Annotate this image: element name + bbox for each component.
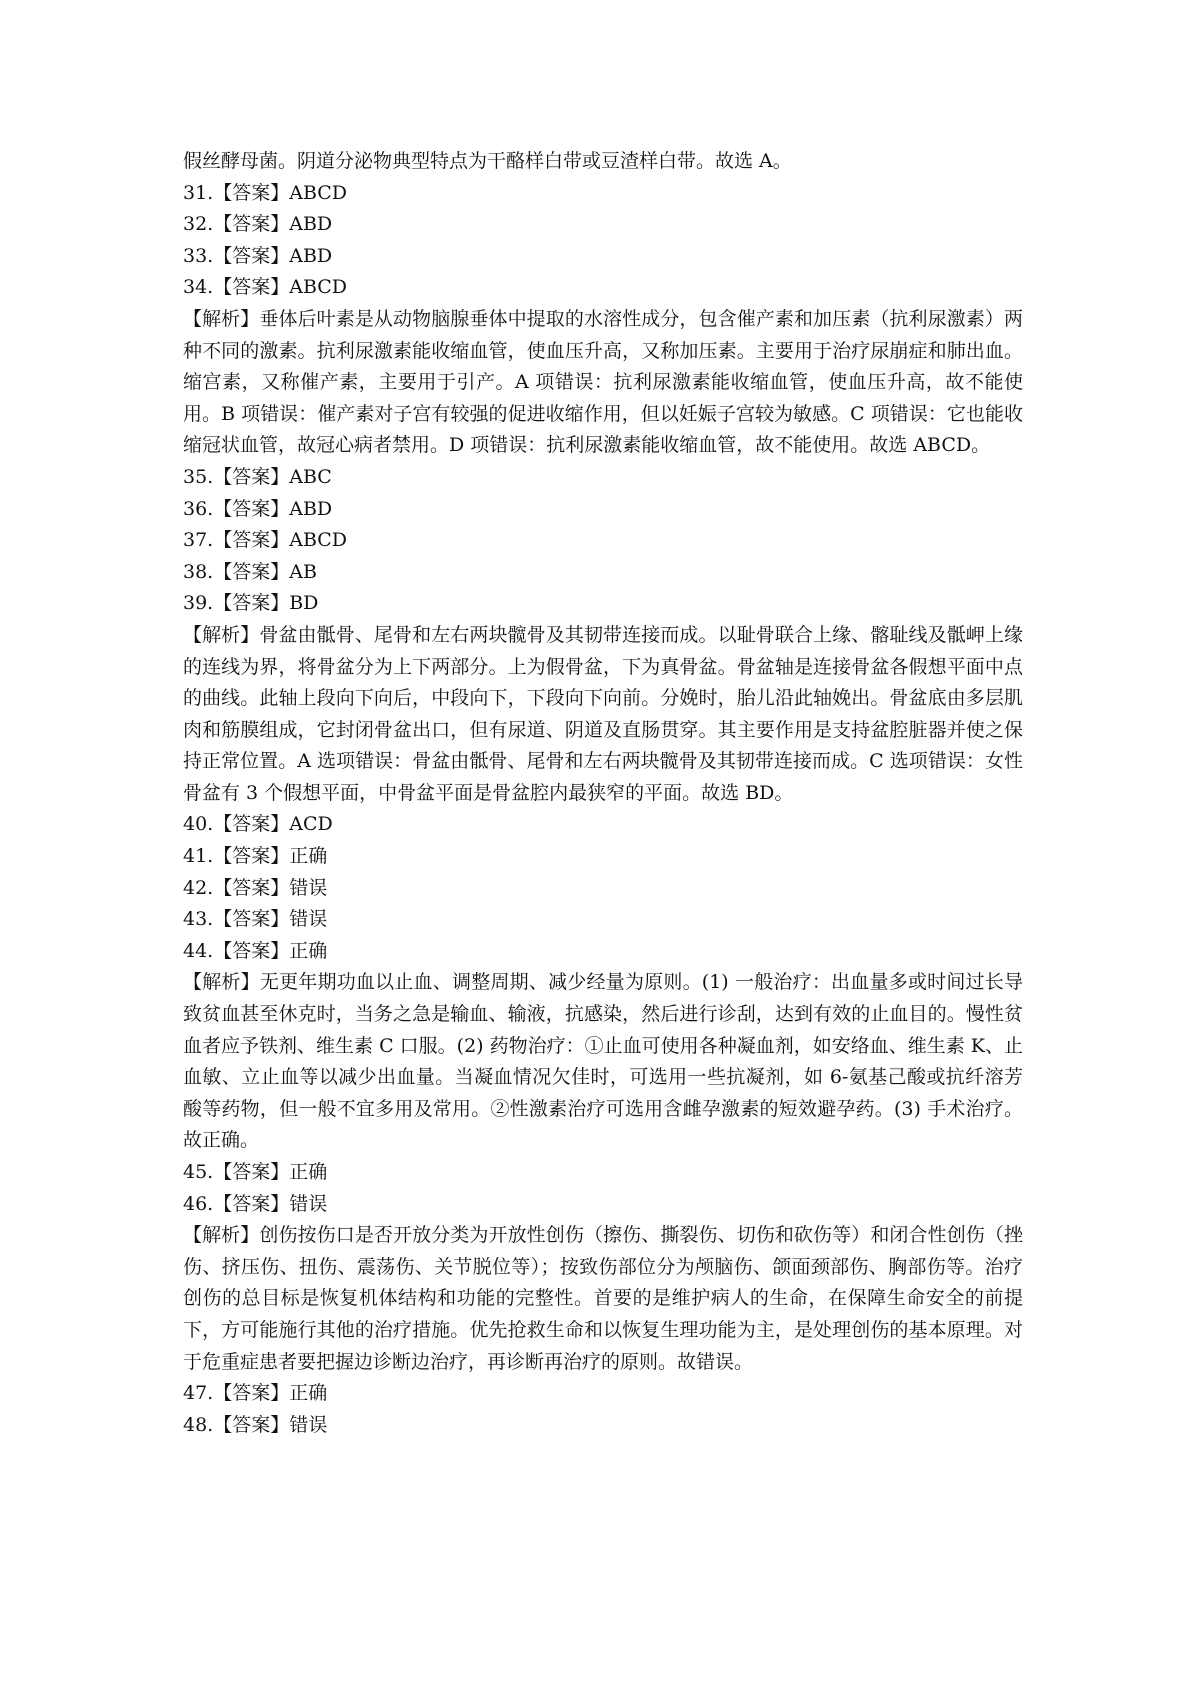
answer-line: 34.【答案】ABCD <box>183 276 348 299</box>
answer-line: 46.【答案】错误 <box>183 1192 328 1215</box>
analysis-paragraph: 【解析】无更年期功血以止血、调整周期、减少经量为原则。(1) 一般治疗：出血量多或时间过长导致贫血甚至休克时，当务之急是输血、输液，抗感染，然后进行诊刮，达到有效的止血目的。慢性贫血者应予铁剂、维生素 C 口服。(2) 药物治疗：①止血可使用各种凝血剂，如安络血、维生素 K、止血敏、立止血等以减少出血量。当凝血情况欠佳时，可选用一些抗凝剂，如 6-氨基己酸或抗纤溶芳酸等药物，但一般不宜多用及常用。②性激素治疗可选用含雌孕激素的短效避孕药。(3) 手术治疗。故正确。 <box>183 971 1023 1152</box>
analysis-paragraph: 【解析】骨盆由骶骨、尾骨和左右两块髋骨及其韧带连接而成。以耻骨联合上缘、髂耻线及骶岬上缘的连线为界，将骨盆分为上下两部分。上为假骨盆，下为真骨盆。骨盆轴是连接骨盆各假想平面中点的曲线。此轴上段向下向后，中段向下，下段向下向前。分娩时，胎儿沿此轴娩出。骨盆底由多层肌肉和筋膜组成，它封闭骨盆出口，但有尿道、阴道及直肠贯穿。其主要作用是支持盆腔脏器并使之保持正常位置。A 选项错误：骨盆由骶骨、尾骨和左右两块髋骨及其韧带连接而成。C 选项错误：女性骨盆有 3 个假想平面，中骨盆平面是骨盆腔内最狭窄的平面。故选 BD。 <box>183 623 1023 804</box>
answer-line: 44.【答案】正确 <box>183 939 328 962</box>
answer-line: 33.【答案】ABD <box>183 244 333 267</box>
answer-line: 41.【答案】正确 <box>183 845 328 868</box>
answer-line: 40.【答案】ACD <box>183 813 333 836</box>
answer-line: 48.【答案】错误 <box>183 1413 328 1436</box>
answer-line: 43.【答案】错误 <box>183 908 328 931</box>
answer-line: 47.【答案】正确 <box>183 1382 328 1405</box>
analysis-paragraph: 【解析】创伤按伤口是否开放分类为开放性创伤（擦伤、撕裂伤、切伤和砍伤等）和闭合性创伤（挫伤、挤压伤、扭伤、震荡伤、关节脱位等）；按致伤部位分为颅脑伤、颌面颈部伤、胸部伤等。治疗创伤的总目标是恢复机体结构和功能的完整性。首要的是维护病人的生命，在保障生命安全的前提下，方可能施行其他的治疗措施。优先抢救生命和以恢复生理功能为主，是处理创伤的基本原理。对于危重症患者要把握边诊断边治疗，再诊断再治疗的原则。故错误。 <box>183 1224 1023 1373</box>
answer-line: 36.【答案】ABD <box>183 497 333 520</box>
answer-line: 37.【答案】ABCD <box>183 529 348 552</box>
answer-line: 39.【答案】BD <box>183 592 319 615</box>
answer-line: 38.【答案】AB <box>183 560 317 583</box>
answer-line: 31.【答案】ABCD <box>183 181 348 204</box>
answer-line: 35.【答案】ABC <box>183 465 332 488</box>
answer-line: 32.【答案】ABD <box>183 213 333 236</box>
analysis-paragraph: 【解析】垂体后叶素是从动物脑腺垂体中提取的水溶性成分，包含催产素和加压素（抗利尿激素）两种不同的激素。抗利尿激素能收缩血管，使血压升高，又称加压素。主要用于治疗尿崩症和肺出血。缩宫素，又称催产素，主要用于引产。A 项错误：抗利尿激素能收缩血管，使血压升高，故不能使用。B 项错误：催产素对子宫有较强的促进收缩作用，但以妊娠子宫较为敏感。C 项错误：它也能收缩冠状血管，故冠心病者禁用。D 项错误：抗利尿激素能收缩血管，故不能使用。故选 ABCD。 <box>183 307 1023 457</box>
text-line: 假丝酵母菌。阴道分泌物典型特点为干酪样白带或豆渣样白带。故选 A。 <box>183 150 792 172</box>
document-page <box>183 146 1023 1441</box>
answer-line: 45.【答案】正确 <box>183 1161 328 1183</box>
answer-line: 42.【答案】错误 <box>183 876 328 899</box>
